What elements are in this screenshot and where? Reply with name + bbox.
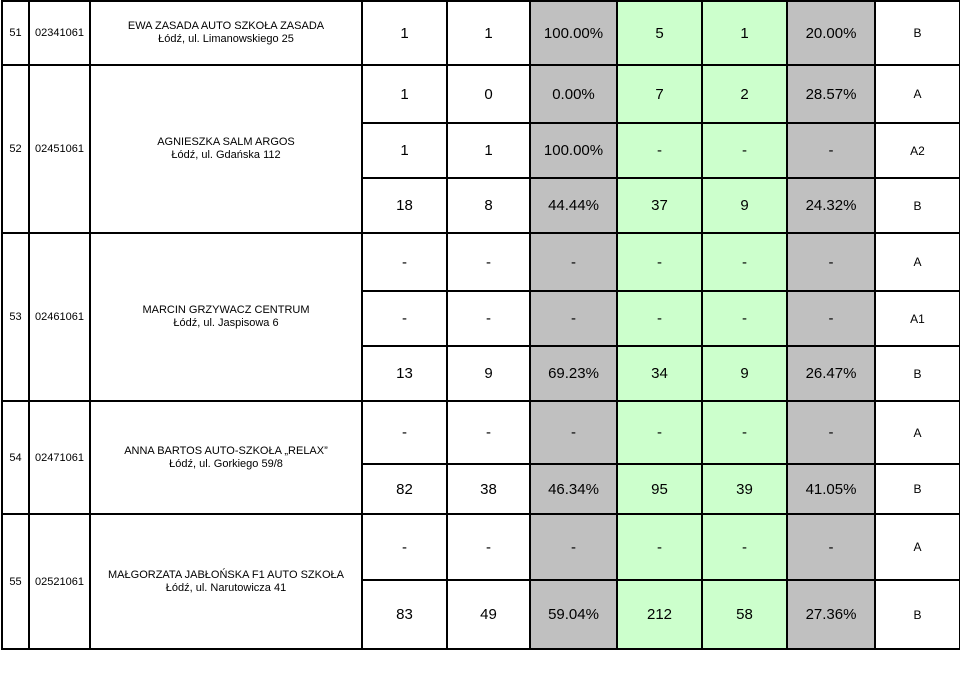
practice-total-cell: - — [617, 401, 702, 464]
practice-passed-cell: 1 — [702, 1, 787, 65]
school-name: MAŁGORZATA JABŁOŃSKA F1 AUTO SZKOŁA — [108, 568, 344, 581]
theory-passed-cell: 9 — [447, 346, 530, 401]
practice-pass-rate-cell: - — [787, 123, 875, 178]
practice-pass-rate-cell: 20.00% — [787, 1, 875, 65]
theory-total-cell: - — [362, 401, 447, 464]
practice-passed-cell: 2 — [702, 65, 787, 123]
practice-total-cell: - — [617, 123, 702, 178]
theory-pass-rate-cell: 69.23% — [530, 346, 617, 401]
practice-passed-cell: - — [702, 123, 787, 178]
theory-passed-cell: - — [447, 233, 530, 291]
practice-pass-rate-cell: - — [787, 291, 875, 346]
theory-pass-rate-cell: 59.04% — [530, 580, 617, 649]
row-number-cell: 51 — [2, 1, 29, 65]
theory-passed-cell: - — [447, 514, 530, 580]
theory-total-cell: 18 — [362, 178, 447, 233]
theory-pass-rate-cell: 100.00% — [530, 1, 617, 65]
category-cell: B — [875, 580, 960, 649]
practice-total-cell: 7 — [617, 65, 702, 123]
practice-total-cell: - — [617, 233, 702, 291]
practice-passed-cell: 39 — [702, 464, 787, 514]
school-cell — [90, 65, 362, 233]
results-table — [1, 0, 960, 650]
school-code-cell: 02451061 — [29, 65, 90, 233]
theory-pass-rate-cell: - — [530, 233, 617, 291]
theory-total-cell: 1 — [362, 65, 447, 123]
theory-pass-rate-cell: - — [530, 291, 617, 346]
theory-total-cell: 1 — [362, 1, 447, 65]
results-table-body — [2, 1, 960, 649]
category-cell: B — [875, 178, 960, 233]
school-address: Łódź, ul. Limanowskiego 25 — [158, 33, 294, 45]
table-row — [2, 65, 960, 123]
practice-total-cell: 5 — [617, 1, 702, 65]
school-address: Łódź, ul. Jaspisowa 6 — [173, 317, 279, 329]
category-cell: A1 — [875, 291, 960, 346]
category-cell: A2 — [875, 123, 960, 178]
practice-pass-rate-cell: 27.36% — [787, 580, 875, 649]
theory-total-cell: 1 — [362, 123, 447, 178]
theory-total-cell: 82 — [362, 464, 447, 514]
theory-pass-rate-cell: 44.44% — [530, 178, 617, 233]
school-code-cell: 02471061 — [29, 401, 90, 514]
row-number-cell: 53 — [2, 233, 29, 401]
practice-total-cell: 37 — [617, 178, 702, 233]
theory-total-cell: - — [362, 233, 447, 291]
school-code-cell: 02461061 — [29, 233, 90, 401]
practice-total-cell: 212 — [617, 580, 702, 649]
practice-passed-cell: 58 — [702, 580, 787, 649]
school-cell — [90, 1, 362, 65]
school-address: Łódź, ul. Gdańska 112 — [171, 149, 281, 161]
school-name: MARCIN GRZYWACZ CENTRUM — [142, 304, 310, 316]
practice-total-cell: 34 — [617, 346, 702, 401]
theory-total-cell: 13 — [362, 346, 447, 401]
practice-pass-rate-cell: - — [787, 233, 875, 291]
theory-pass-rate-cell: 46.34% — [530, 464, 617, 514]
theory-passed-cell: - — [447, 401, 530, 464]
school-cell — [90, 401, 362, 514]
theory-total-cell: - — [362, 514, 447, 580]
theory-total-cell: - — [362, 291, 447, 346]
row-number-cell: 52 — [2, 65, 29, 233]
practice-pass-rate-cell: 28.57% — [787, 65, 875, 123]
row-number-cell: 54 — [2, 401, 29, 514]
school-address: Łódź, ul. Narutowicza 41 — [165, 581, 287, 594]
practice-total-cell: 95 — [617, 464, 702, 514]
school-name: ANNA BARTOS AUTO-SZKOŁA „RELAX” — [124, 444, 328, 457]
category-cell: A — [875, 401, 960, 464]
table-row — [2, 1, 960, 65]
theory-pass-rate-cell: - — [530, 401, 617, 464]
practice-passed-cell: - — [702, 291, 787, 346]
practice-passed-cell: - — [702, 514, 787, 580]
practice-passed-cell: 9 — [702, 178, 787, 233]
theory-pass-rate-cell: - — [530, 514, 617, 580]
practice-pass-rate-cell: 26.47% — [787, 346, 875, 401]
practice-pass-rate-cell: - — [787, 514, 875, 580]
theory-passed-cell: 0 — [447, 65, 530, 123]
row-number-cell: 55 — [2, 514, 29, 649]
theory-passed-cell: 38 — [447, 464, 530, 514]
practice-passed-cell: 9 — [702, 346, 787, 401]
practice-pass-rate-cell: 24.32% — [787, 178, 875, 233]
table-row — [2, 233, 960, 291]
theory-passed-cell: 1 — [447, 1, 530, 65]
table-row — [2, 514, 960, 580]
category-cell: A — [875, 514, 960, 580]
category-cell: A — [875, 65, 960, 123]
school-address: Łódź, ul. Gorkiego 59/8 — [169, 457, 283, 470]
practice-total-cell: - — [617, 291, 702, 346]
practice-passed-cell: - — [702, 233, 787, 291]
theory-pass-rate-cell: 100.00% — [530, 123, 617, 178]
practice-total-cell: - — [617, 514, 702, 580]
school-code-cell: 02341061 — [29, 1, 90, 65]
practice-pass-rate-cell: - — [787, 401, 875, 464]
theory-passed-cell: 49 — [447, 580, 530, 649]
school-cell — [90, 233, 362, 401]
table-row — [2, 401, 960, 464]
category-cell: A — [875, 233, 960, 291]
school-name: AGNIESZKA SALM ARGOS — [157, 136, 295, 148]
category-cell: B — [875, 464, 960, 514]
practice-pass-rate-cell: 41.05% — [787, 464, 875, 514]
theory-passed-cell: 8 — [447, 178, 530, 233]
category-cell: B — [875, 1, 960, 65]
theory-total-cell: 83 — [362, 580, 447, 649]
category-cell: B — [875, 346, 960, 401]
theory-passed-cell: 1 — [447, 123, 530, 178]
school-name: EWA ZASADA AUTO SZKOŁA ZASADA — [127, 20, 325, 32]
school-code-cell: 02521061 — [29, 514, 90, 649]
theory-pass-rate-cell: 0.00% — [530, 65, 617, 123]
practice-passed-cell: - — [702, 401, 787, 464]
theory-passed-cell: - — [447, 291, 530, 346]
school-cell — [90, 514, 362, 649]
